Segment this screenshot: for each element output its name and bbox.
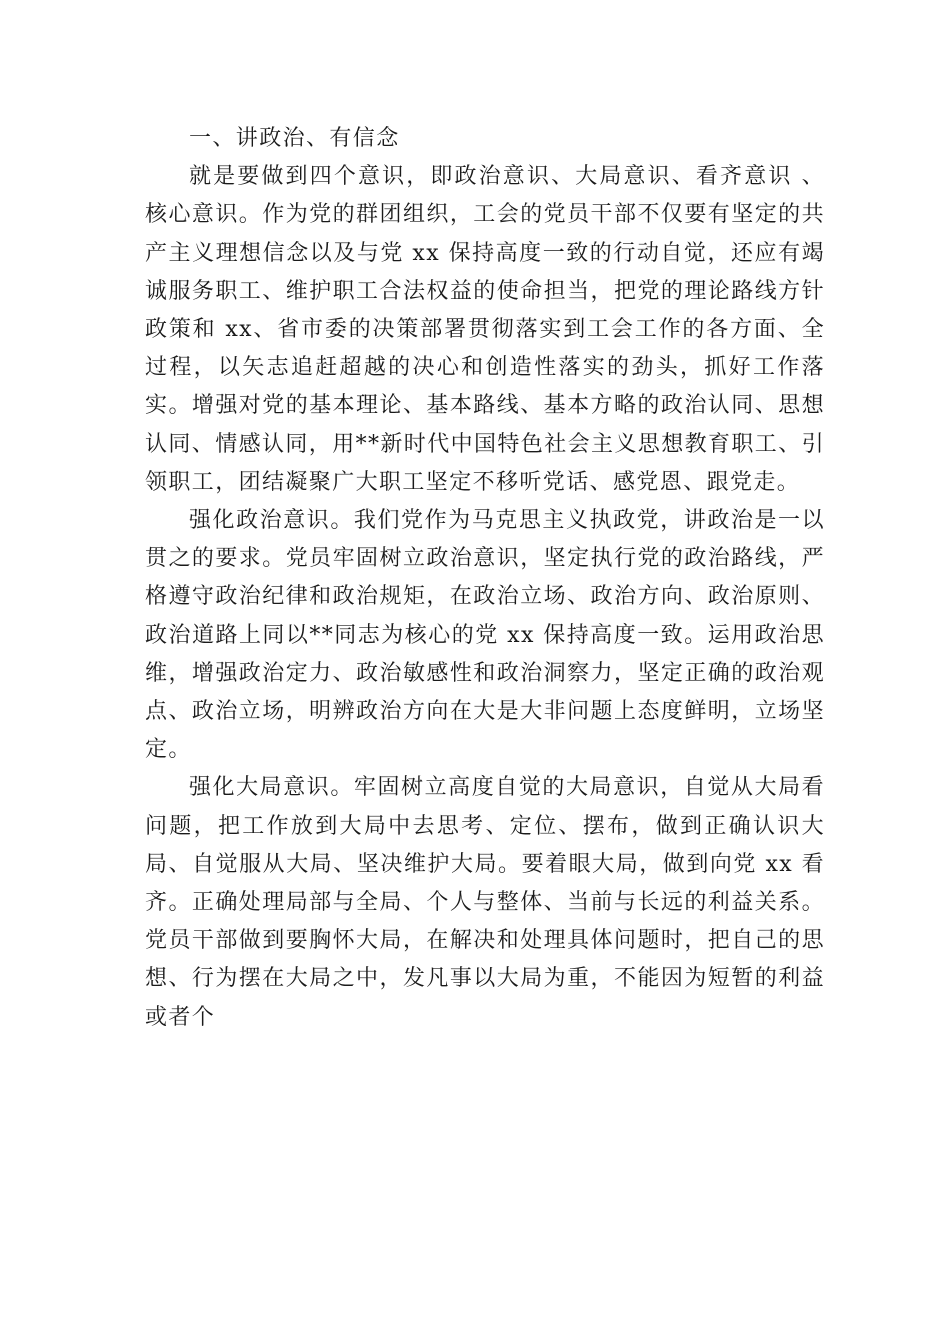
paragraph-political-consciousness: 强化政治意识。我们党作为马克思主义执政党，讲政治是一以贯之的要求。党员牢固树立政治意识，坚定执行党的政治路线，严格遵守政治纪律和政治规矩，在政治立场、政治方向、政治原则、政治道路上同以**同志为核心的党 xx 保持高度一致。运用政治思维，增强政治定力、政治敏感性和政治洞察力，坚定正确的政治观点、政治立场，明辨政治方向在大是大非问题上态度鲜明，立场坚定。 [145, 508, 825, 763]
section-heading: 一、讲政治、有信念 [189, 126, 400, 151]
document-body [145, 120, 825, 1037]
paragraph-overall-consciousness: 强化大局意识。牢固树立高度自觉的大局意识，自觉从大局看问题，把工作放到大局中去思考、定位、摆布，做到正确认识大局、自觉服从大局、坚决维护大局。要着眼大局，做到向党 xx 看齐。正确处理局部与全局、个人与整体、当前与长远的利益关系。党员干部做到要胸怀大局，在解决和处理具体问题时，把自己的思想、行为摆在大局之中，发凡事以大局为重，不能因为短暂的利益或者个 [145, 775, 825, 1030]
paragraph-four-consciousness: 就是要做到四个意识，即政治意识、大局意识、看齐意识 、核心意识。作为党的群团组织，工会的党员干部不仅要有坚定的共产主义理想信念以及与党 xx 保持高度一致的行动自觉，还应有竭诚服务职工、维护职工合法权益的使命担当，把党的理论路线方针政策和 xx、省市委的决策部署贯彻落实到工会工作的各方面、全过程，以矢志追赶超越的决心和创造性落实的劲头，抓好工作落实。增强对党的基本理论、基本路线、基本方略的政治认同、思想认同、情感认同，用**新时代中国特色社会主义思想教育职工、引领职工，团结凝聚广大职工坚定不移听党话、感党恩、跟党走。 [145, 164, 826, 495]
